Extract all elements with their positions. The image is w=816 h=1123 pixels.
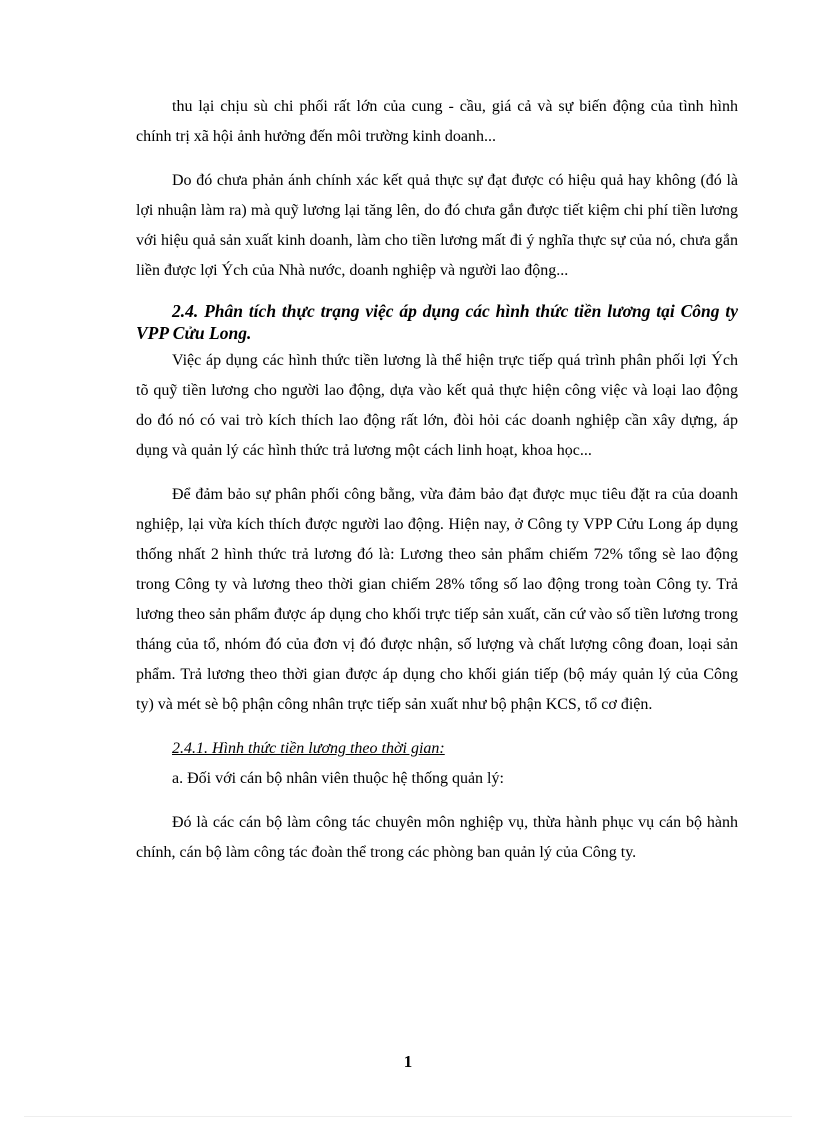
document-body xyxy=(136,92,738,882)
paragraph-profit-wage-fund: Do đó chưa phản ánh chính xác kết quả thực sự đạt được có hiệu quả hay không (đó là lợi nhuận làm ra) mà quỹ lương lại tăng lên, do đó chưa gắn được tiết kiệm chi phí tiền lương với hiệu quả sản xuất kinh doanh, làm cho tiền lương mất đi ý nghĩa thực sự của nó, chưa gắn liền được lợi Ých của Nhà nước, doanh nghiệp và người lao động... xyxy=(136,172,738,279)
page-bottom-divider xyxy=(24,1116,792,1117)
page-number: 1 xyxy=(403,1052,413,1071)
subsection-heading-2-4-1: 2.4.1. Hình thức tiền lương theo thời gian: xyxy=(172,740,445,757)
paragraph-management-staff: Đó là các cán bộ làm công tác chuyên môn nghiệp vụ, thừa hành phục vụ cán bộ hành chính, cán bộ làm công tác đoàn thể trong các phòng ban quản lý của Công ty. xyxy=(136,814,738,861)
paragraph-fair-distribution: Để đảm bảo sự phân phối công bằng, vừa đảm bảo đạt được mục tiêu đặt ra của doanh nghiệp, lại vừa kích thích được người lao động. Hiện nay, ở Công ty VPP Cửu Long áp dụng thống nhất 2 hình thức trả lương đó là: Lương theo sản phẩm chiếm 72% tổng sè lao động trong Công ty và lương theo thời gian chiếm 28% tổng số lao động trong toàn Công ty. Trả lương theo sản phẩm được áp dụng cho khối trực tiếp sản xuất, căn cứ vào số tiền lương trong tháng của tổ, nhóm đó của đơn vị đó được nhận, số lượng và chất lượng công đoan, loại sản phẩm. Trả lương theo thời gian được áp dụng cho khối gián tiếp (bộ máy quản lý của Công ty) và mét sè bộ phận công nhân trực tiếp sản xuất như bộ phận KCS, tổ cơ điện. xyxy=(136,486,738,713)
list-item-a: a. Đối với cán bộ nhân viên thuộc hệ thống quản lý: xyxy=(172,770,504,787)
paragraph-continuation: thu lại chịu sù chi phối rất lớn của cung - cầu, giá cả và sự biến động của tình hình chính trị xã hội ảnh hưởng đến môi trường kinh doanh... xyxy=(136,98,738,145)
section-heading-2-4: 2.4. Phân tích thực trạng việc áp dụng các hình thức tiền lương tại Công ty VPP Cửu Long. xyxy=(136,301,738,343)
paragraph-wage-forms-application: Việc áp dụng các hình thức tiền lương là thể hiện trực tiếp quá trình phân phối lợi Ých tõ quỹ tiền lương cho người lao động, dựa vào kết quả thực hiện công việc và loại lao động do đó nó có vai trò kích thích lao động rất lớn, đòi hỏi các doanh nghiệp cần xây dựng, áp dụng và quản lý các hình thức trả lương một cách linh hoạt, khoa học... xyxy=(136,352,738,459)
